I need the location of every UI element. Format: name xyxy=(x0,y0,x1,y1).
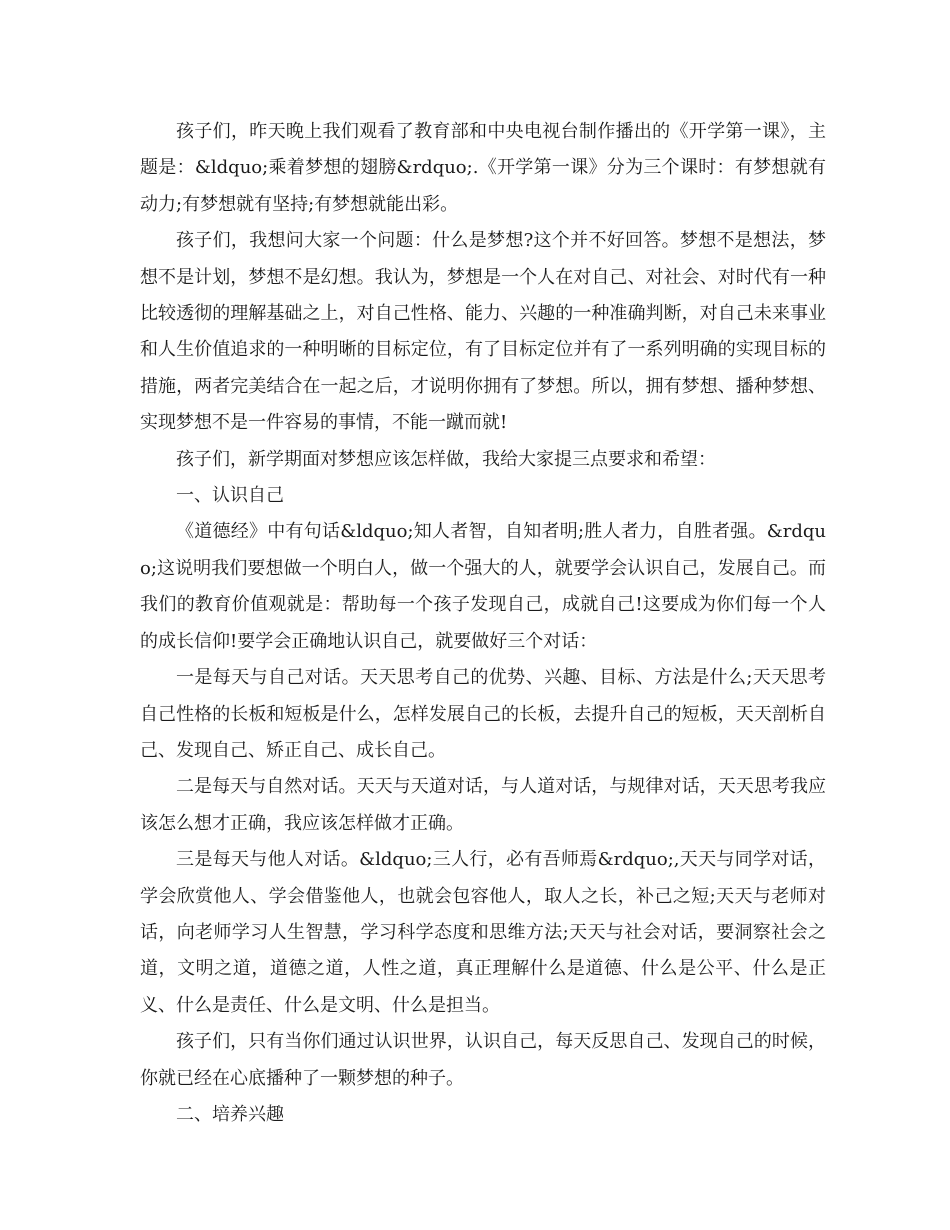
paragraph-three-requests: 孩子们，新学期面对梦想应该怎样做，我给大家提三点要求和希望： xyxy=(176,448,716,470)
paragraph-intro: 孩子们，昨天晚上我们观看了教育部和中央电视台制作播出的《开学第一课》，主题是：&ldquo;乘着梦想的翅膀&rdquo;.《开学第一课》分为三个课时：有梦想就有动力;有梦想就有坚持;有梦想就能出彩。 xyxy=(140,121,826,215)
section-heading-know-yourself: 一、认识自己 xyxy=(176,485,284,507)
paragraph-daodejing: 《道德经》中有句话&ldquo;知人者智，自知者明;胜人者力，自胜者强。&rdquo;这说明我们要想做一个明白人，做一个强大的人，就要学会认识自己，发展自己。而我们的教育价值观就是：帮助每一个孩子发现自己，成就自己!这要成为你们每一个人的成长信仰!要学会正确地认识自己，就要做好三个对话： xyxy=(140,521,826,652)
section-heading-cultivate-interest: 二、培养兴趣 xyxy=(176,1103,284,1125)
paragraph-dialogue-others: 三是每天与他人对话。&ldquo;三人行，必有吾师焉&rdquo;,天天与同学对话，学会欣赏他人、学会借鉴他人，也就会包容他人，取人之长，补己之短;天天与老师对话，向老师学习人生智慧，学习科学态度和思维方法;天天与社会对话，要洞察社会之道，文明之道，道德之道，人性之道，真正理解什么是道德、什么是公平、什么是正义、什么是责任、什么是文明、什么是担当。 xyxy=(140,849,826,1016)
document-body xyxy=(140,114,826,1133)
paragraph-dialogue-self: 一是每天与自己对话。天天思考自己的优势、兴趣、目标、方法是什么;天天思考自己性格的长板和短板是什么，怎样发展自己的长板，去提升自己的短板，天天剖析自己、发现自己、矫正自己、成长自己。 xyxy=(140,667,826,761)
paragraph-dialogue-nature: 二是每天与自然对话。天天与天道对话，与人道对话，与规律对话，天天思考我应该怎么想才正确，我应该怎样做才正确。 xyxy=(140,776,826,834)
paragraph-seed-of-dream: 孩子们，只有当你们通过认识世界，认识自己，每天反思自己、发现自己的时候，你就已经在心底播种了一颗梦想的种子。 xyxy=(140,1031,826,1089)
paragraph-what-is-dream: 孩子们，我想问大家一个问题：什么是梦想?这个并不好回答。梦想不是想法，梦想不是计划，梦想不是幻想。我认为，梦想是一个人在对自己、对社会、对时代有一种比较透彻的理解基础之上，对自己性格、能力、兴趣的一种准确判断，对自己未来事业和人生价值追求的一种明晰的目标定位，有了目标定位并有了一系列明确的实现目标的措施，两者完美结合在一起之后，才说明你拥有了梦想。所以，拥有梦想、播种梦想、实现梦想不是一件容易的事情，不能一蹴而就! xyxy=(140,230,826,434)
